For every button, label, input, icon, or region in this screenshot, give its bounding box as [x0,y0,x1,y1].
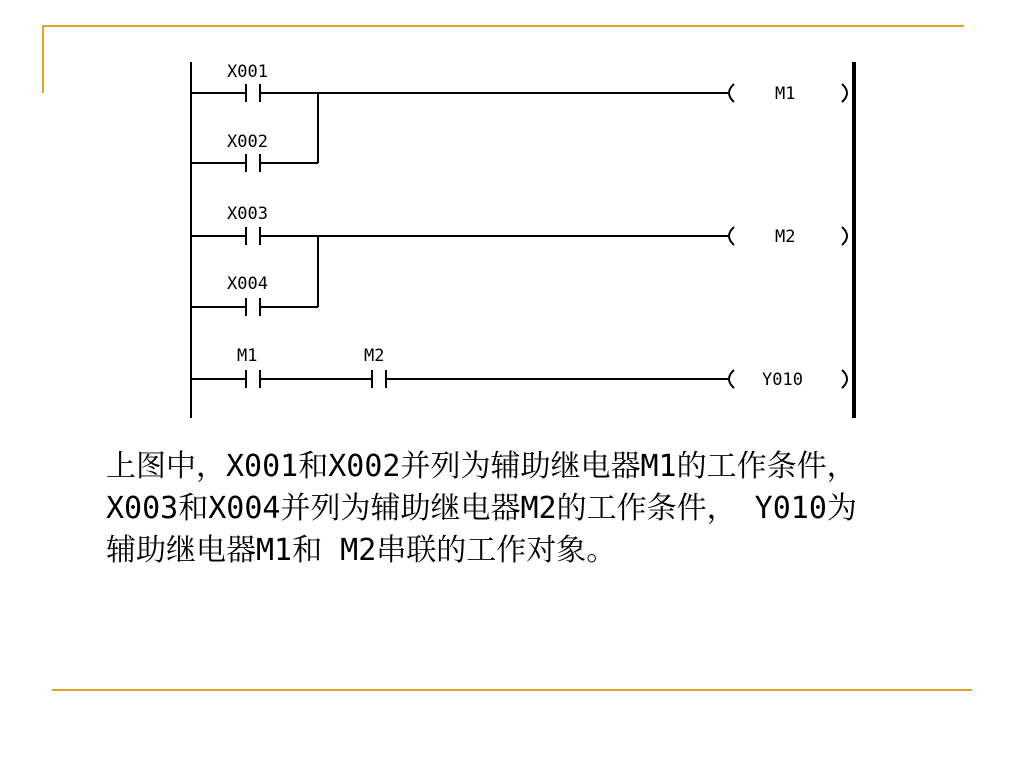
contact-label-m2: M2 [364,346,385,366]
description-text [106,446,926,572]
rung-3 [191,370,854,388]
contact-label-x003: X003 [227,204,268,224]
contact-label-x001: X001 [227,62,268,82]
description-line-2: X003和X004并列为辅助继电器M2的工作条件， Y010为 [106,491,857,526]
contact-label-x002: X002 [227,132,268,152]
contact-label-x004: X004 [227,274,268,294]
rung-2 [191,227,854,316]
description-line-1: 上图中，X001和X002并列为辅助继电器M1的工作条件， [106,449,857,484]
contact-label-m1: M1 [237,346,258,366]
description-line-3: 辅助继电器M1和 M2串联的工作对象。 [106,533,617,568]
frame-bottom-rule [52,689,972,691]
coil-label-y010: Y010 [762,370,803,390]
coil-label-m1: M1 [775,84,796,104]
coil-label-m2: M2 [775,227,796,247]
rung-1 [191,84,854,172]
